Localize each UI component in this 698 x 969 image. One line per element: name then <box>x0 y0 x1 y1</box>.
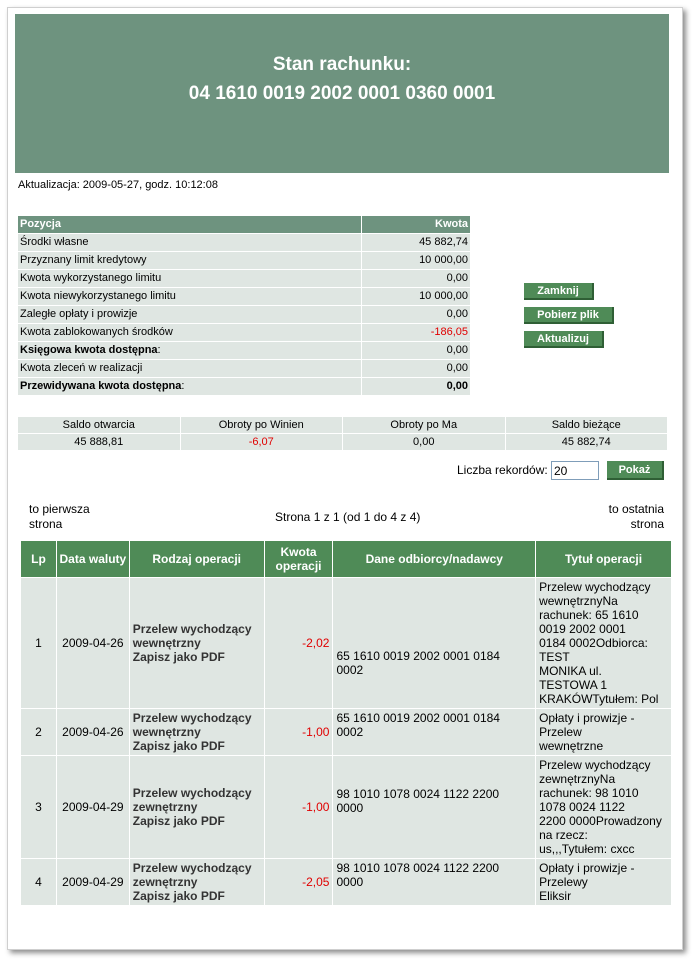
summary-row <box>18 306 470 324</box>
account-number: 04 1610 0019 2002 0001 0360 0001 <box>188 83 496 104</box>
summary-row <box>18 342 470 360</box>
col-header-type: Rodzaj operacji <box>129 541 264 578</box>
last-page-link[interactable]: to ostatnia strona <box>608 502 664 531</box>
value-date: 2009-04-26 <box>56 709 129 756</box>
operation-title-line: 1078 0024 1122 <box>539 800 625 814</box>
counterparty-line: 0000 <box>336 875 364 889</box>
records-count-input[interactable] <box>551 461 599 480</box>
operation-type-line: Przelew wychodzący <box>132 622 252 636</box>
page-title: Stan rachunku: <box>272 54 412 75</box>
summary-label <box>18 360 362 377</box>
saldo-header-opening: Saldo otwarcia <box>18 417 181 434</box>
saldo-header-debit: Obroty po Winien <box>181 417 344 434</box>
value-date: 2009-04-29 <box>56 756 129 859</box>
operation-type <box>129 859 264 906</box>
summary-row <box>18 360 470 378</box>
counterparty-line: 0002 <box>336 725 364 739</box>
col-header-amount: Kwota operacji <box>264 541 333 578</box>
operation-type <box>129 709 264 756</box>
saldo-debit-value: -6,07 <box>181 434 344 451</box>
operation-amount: -2,02 <box>264 578 333 709</box>
operation-title <box>536 859 672 906</box>
col-header-party: Dane odbiorcy/nadawcy <box>333 541 536 578</box>
value-date: 2009-04-26 <box>56 578 129 709</box>
first-page-link[interactable]: to pierwsza strona <box>29 502 90 531</box>
operation-title-line: 0019 2002 0001 <box>539 622 626 636</box>
saldo-opening-value: 45 888,81 <box>18 434 181 451</box>
row-number: 1 <box>21 578 57 709</box>
saldo-header-credit: Obroty po Ma <box>343 417 506 434</box>
operation-title-line: KRAKÓWTytułem: Pol <box>539 692 659 706</box>
summary-label-text: Zaległe opłaty i prowizje <box>20 308 138 320</box>
summary-label-text: Kwota niewykorzystanego limitu <box>20 290 176 302</box>
operation-title-line: Opłaty i prowizje - <box>539 711 635 725</box>
save-as-pdf-link[interactable]: Zapisz jako PDF <box>132 814 225 828</box>
summary-label-text: Środki własne <box>20 236 89 248</box>
col-header-lp: Lp <box>21 541 57 578</box>
operation-title-line: na rzecz: <box>539 828 588 842</box>
counterparty-line: 98 1010 1078 0024 1122 2200 <box>336 787 500 801</box>
save-as-pdf-link[interactable]: Zapisz jako PDF <box>132 739 225 753</box>
operation-title-line: Przelewy <box>539 875 588 889</box>
operation-type-line: zewnętrzny <box>132 800 198 814</box>
operation-title-line: Przelew wychodzący <box>539 758 651 772</box>
summary-label <box>18 306 362 323</box>
summary-label <box>18 234 362 251</box>
operation-title-line: wewnętrznyNa <box>539 594 618 608</box>
table-row <box>21 859 672 906</box>
operation-title <box>536 756 672 859</box>
saldo-header-current: Saldo bieżące <box>506 417 669 434</box>
summary-label-suffix: : <box>181 380 185 392</box>
summary-label <box>18 270 362 287</box>
operation-title <box>536 709 672 756</box>
row-number: 4 <box>21 859 57 906</box>
operation-title-line: 2200 0000Prowadzony <box>539 814 662 828</box>
operation-title-line: Przelew wychodzący <box>539 580 651 594</box>
summary-row <box>18 378 470 396</box>
download-file-button[interactable]: Pobierz plik <box>524 307 614 324</box>
summary-label-text: Kwota wykorzystanego limitu <box>20 272 162 284</box>
summary-row <box>18 252 470 270</box>
operation-type <box>129 578 264 709</box>
operation-title-line: TEST <box>539 650 570 664</box>
summary-header-position: Pozycja <box>18 216 362 233</box>
operation-title-line: us,,,Tytułem: cxcc <box>539 842 635 856</box>
page-info: Strona 1 z 1 (od 1 do 4 z 4) <box>275 510 421 524</box>
update-timestamp: Aktualizacja: 2009-05-27, godz. 10:12:08 <box>18 179 218 191</box>
summary-header-amount: Kwota <box>362 216 470 233</box>
summary-label <box>18 324 362 341</box>
summary-label-text: Kwota zablokowanych środków <box>20 326 173 338</box>
operation-type-line: wewnętrzny <box>132 636 201 650</box>
value-date: 2009-04-29 <box>56 859 129 906</box>
row-number: 3 <box>21 756 57 859</box>
show-button[interactable]: Pokaż <box>607 461 664 480</box>
summary-label <box>18 342 362 359</box>
summary-row <box>18 324 470 342</box>
summary-label <box>18 288 362 305</box>
table-row <box>21 578 672 709</box>
operation-title-line: 0184 0002Odbiorca: <box>539 636 648 650</box>
summary-value: 10 000,00 <box>362 252 470 269</box>
operation-title-line: MONIKA ul. <box>539 664 602 678</box>
summary-value: 0,00 <box>362 270 470 287</box>
saldo-header-row <box>18 417 668 434</box>
counterparty-data <box>333 578 536 709</box>
table-row <box>21 756 672 859</box>
summary-label-text: Przewidywana kwota dostępna <box>20 380 182 392</box>
refresh-button[interactable]: Aktualizuj <box>524 331 604 348</box>
summary-header-row <box>18 216 470 234</box>
operation-amount: -2,05 <box>264 859 333 906</box>
operation-type <box>129 756 264 859</box>
summary-value: 45 882,74 <box>362 234 470 251</box>
operations-header-row <box>21 541 672 578</box>
counterparty-data <box>333 859 536 906</box>
summary-value: 10 000,00 <box>362 288 470 305</box>
operation-amount: -1,00 <box>264 756 333 859</box>
account-header <box>15 14 669 173</box>
operation-type-line: wewnętrzny <box>132 725 201 739</box>
summary-value: 0,00 <box>362 378 470 395</box>
row-number: 2 <box>21 709 57 756</box>
operation-type-line: Przelew wychodzący <box>132 861 252 875</box>
saldo-current-value: 45 882,74 <box>506 434 669 451</box>
saldo-value-row <box>18 434 668 451</box>
balance-summary-table <box>18 216 470 396</box>
summary-label-suffix: : <box>157 344 161 356</box>
col-header-title: Tytuł operacji <box>536 541 672 578</box>
summary-value: -186,05 <box>362 324 470 341</box>
summary-label-text: Księgowa kwota dostępna <box>20 344 158 356</box>
table-row <box>21 709 672 756</box>
summary-label-text: Przyznany limit kredytowy <box>20 254 147 266</box>
operation-type-line: Przelew wychodzący <box>132 711 252 725</box>
counterparty-line: 65 1610 0019 2002 0001 0184 <box>336 711 500 725</box>
counterparty-data <box>333 756 536 859</box>
counterparty-line: 65 1610 0019 2002 0001 0184 <box>336 649 500 663</box>
operation-amount: -1,00 <box>264 709 333 756</box>
operation-title <box>536 578 672 709</box>
counterparty-line: 0002 <box>336 663 364 677</box>
operation-title-line: TESTOWA 1 <box>539 678 608 692</box>
operation-title-line: rachunek: 98 1010 <box>539 786 639 800</box>
operation-title-line: zewnętrznyNa <box>539 772 616 786</box>
operations-table <box>20 540 672 906</box>
operation-title-line: Przelew <box>539 725 582 739</box>
counterparty-data <box>333 709 536 756</box>
balance-turnover-table <box>18 417 668 451</box>
save-as-pdf-link[interactable]: Zapisz jako PDF <box>132 889 225 903</box>
summary-value: 0,00 <box>362 306 470 323</box>
close-button[interactable]: Zamknij <box>524 283 594 300</box>
operation-title-line: wewnętrzne <box>539 739 604 753</box>
summary-row <box>18 270 470 288</box>
summary-row <box>18 288 470 306</box>
saldo-credit-value: 0,00 <box>343 434 506 451</box>
operation-title-line: Eliksir <box>539 889 572 903</box>
operation-type-line: zewnętrzny <box>132 875 198 889</box>
records-count-label: Liczba rekordów: <box>457 463 548 477</box>
summary-label-text: Kwota zleceń w realizacji <box>20 362 143 374</box>
col-header-date: Data waluty <box>56 541 129 578</box>
operation-type-line: Przelew wychodzący <box>132 786 252 800</box>
operation-title-line: rachunek: 65 1610 <box>539 608 639 622</box>
summary-label <box>18 378 362 395</box>
summary-row <box>18 234 470 252</box>
summary-value: 0,00 <box>362 360 470 377</box>
operation-title-line: Opłaty i prowizje - <box>539 861 635 875</box>
summary-label <box>18 252 362 269</box>
counterparty-line: 0000 <box>336 801 364 815</box>
summary-value: 0,00 <box>362 342 470 359</box>
save-as-pdf-link[interactable]: Zapisz jako PDF <box>132 650 225 664</box>
counterparty-line: 98 1010 1078 0024 1122 2200 <box>336 861 500 875</box>
